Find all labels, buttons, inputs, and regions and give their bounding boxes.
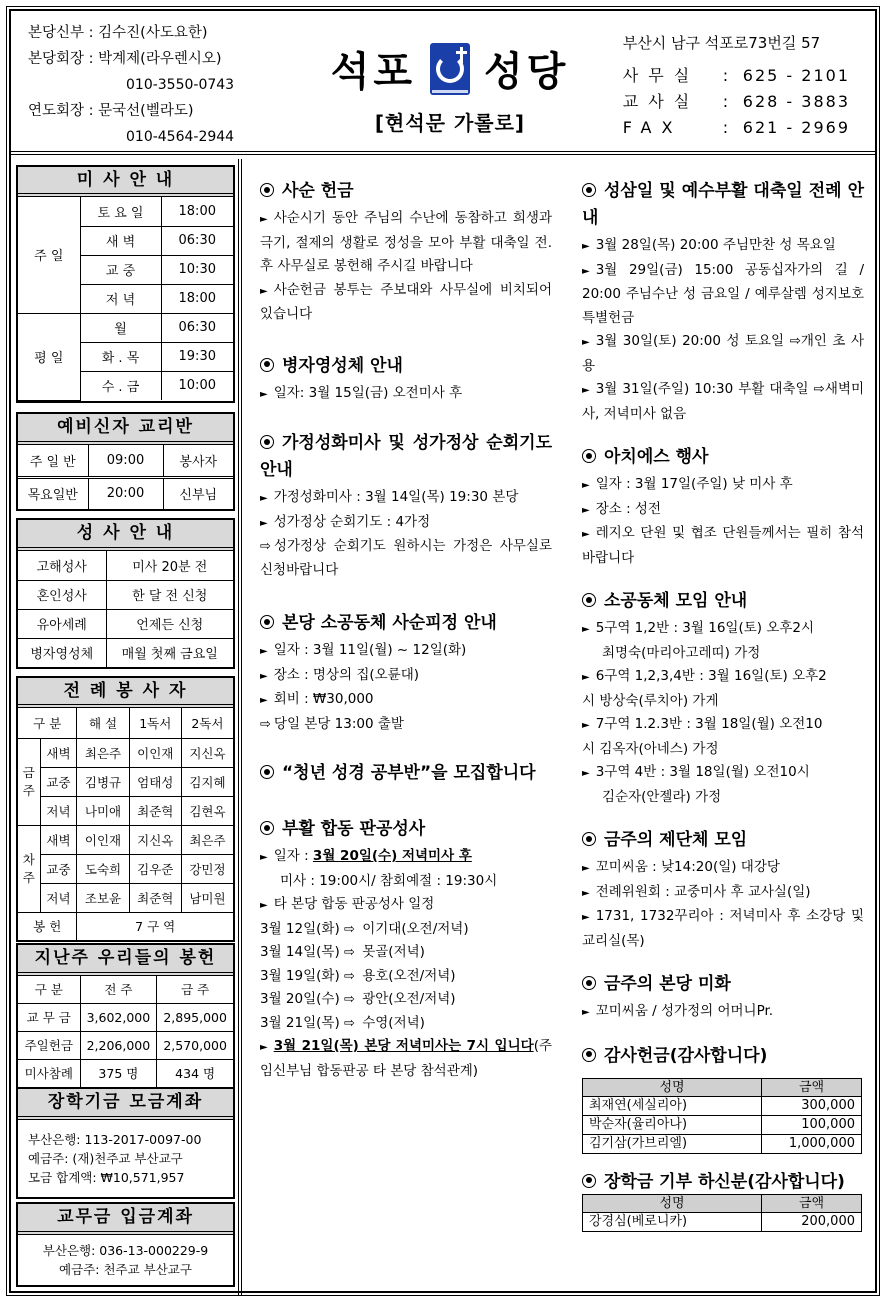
radio-bullet-icon (582, 976, 596, 990)
offering-name: 교 무 금 (18, 1003, 80, 1031)
staff-info (28, 20, 234, 150)
sacrament-info: 매월 첫째 금요일 (106, 638, 233, 667)
section-text: 일자: 3월 15일(금) 오전미사 후 (273, 384, 463, 401)
section-text: 3월 31일(주일) 10:30 부활 대축일 ⇨새벽미사, 저녁미사 없음 (582, 381, 864, 422)
class-name: 주 일 반 (18, 445, 88, 477)
sunday-label: 주 일 (18, 197, 80, 313)
triangle-bullet-icon: ► (582, 912, 590, 923)
account-holder: 예금주: 천주교 부산교구 (59, 1262, 192, 1277)
patron-subtitle: [현석문 가롤로] (374, 111, 526, 135)
dues-account-details (18, 1235, 233, 1285)
contact-fax: FAX : 621 - 2969 (622, 118, 850, 137)
title-left: 석포 (330, 49, 416, 95)
donor-name: 강경심(베로니카) (583, 1212, 762, 1231)
section-text: 5구역 1,2반 : 3월 16일(토) 오후2시 (595, 620, 815, 636)
radio-bullet-icon (260, 435, 274, 449)
offering-header: 금 주 (157, 976, 233, 1003)
reader-2: 지신옥 (181, 738, 233, 767)
mass-name: 교 중 (80, 255, 161, 284)
offering-prev: 375 명 (80, 1059, 157, 1087)
triangle-bullet-icon: ► (582, 768, 590, 779)
this-week-label: 금주 (18, 738, 40, 825)
mass-schedule-title: 미 사 안 내 (18, 167, 233, 197)
dues-account-box (16, 1202, 235, 1287)
contact-office: 사무실 : 625 - 2101 (622, 66, 850, 85)
liturgy-header: 1독서 (129, 708, 181, 738)
church-title-block (320, 40, 580, 136)
triangle-bullet-icon: ► (582, 265, 590, 277)
radio-bullet-icon (582, 1174, 596, 1188)
scholarship-donors-table (582, 1194, 862, 1232)
section-text: 3월 30일(토) 20:00 성 토요일 ⇨개인 초 사용 (582, 333, 864, 374)
commentator: 최은주 (77, 738, 129, 767)
commentator: 나미애 (77, 796, 129, 825)
sacrament-name: 고해성사 (18, 551, 106, 580)
sidebar (10, 159, 242, 1296)
radio-bullet-icon (582, 183, 596, 197)
radio-bullet-icon (260, 765, 274, 779)
offering-name: 미사참례 (18, 1059, 80, 1087)
mass-time: 10:30 (161, 255, 233, 284)
mass-slot: 새벽 (40, 738, 77, 767)
date-value: 3월 20일(수) 저녁미사 후 (312, 848, 472, 864)
section-small-communities (582, 588, 864, 809)
liturgy-ministers-box (16, 676, 235, 942)
offering-prev: 3,602,000 (80, 1003, 157, 1031)
radio-bullet-icon (582, 449, 596, 463)
triangle-bullet-icon: ► (260, 900, 268, 911)
section-text: 사순시기 동안 주님의 수난에 동참하고 희생과 극기, 절제의 생활로 정성을 모아 부활 대축일 전.후 사무실로 봉헌해 주시길 바랍니다 (260, 210, 552, 274)
section-text: 꼬미씨움 : 낮14:20(일) 대강당 (595, 859, 780, 875)
class-name: 목요일반 (18, 477, 88, 509)
sacrament-name: 혼인성사 (18, 580, 106, 609)
contact-teacher-room: 교사실 : 628 - 3883 (622, 92, 850, 111)
offering-curr: 2,570,000 (157, 1031, 233, 1059)
offering-header: 구 분 (18, 976, 80, 1003)
section-text: 일자 : 3월 17일(주일) 낮 미사 후 (595, 476, 793, 492)
section-title: 소공동체 모임 안내 (604, 591, 748, 611)
section-text: 3구역 4반 : 3월 18일(월) 오전10시 (595, 764, 810, 780)
bulletin-header (10, 10, 876, 155)
section-title: 가정성화미사 및 성가정상 순회기도 안내 (260, 433, 552, 480)
section-text: 전례위원회 : 교중미사 후 교사실(일) (595, 883, 811, 900)
section-text: 장소 : 성전 (595, 500, 661, 517)
schedule-row: 3월 14일(목) ⇨ 못골(저녁) (260, 944, 425, 960)
triangle-bullet-icon: ► (260, 670, 268, 682)
bulletin-page (6, 6, 880, 1296)
section-text: 6구역 1,2,3,4반 : 3월 16일(토) 오후2 (595, 668, 827, 684)
offering-header: 전 주 (80, 976, 157, 1003)
section-title: 사순 헌금 (282, 181, 354, 201)
account-holder: 예금주: (재)천주교 부산교구 (28, 1151, 183, 1166)
triangle-bullet-icon: ► (260, 517, 268, 529)
arrow-right-icon: ⇨ (260, 716, 271, 732)
liturgy-header: 구 분 (18, 708, 77, 738)
commentator: 도숙희 (77, 854, 129, 883)
pastor-label: 본당신부 : (28, 25, 99, 41)
section-holy-week (582, 178, 864, 426)
section-family-mass (260, 430, 552, 582)
table-row (583, 1212, 862, 1231)
donor-amount: 100,000 (762, 1115, 862, 1134)
section-title: 감사헌금(감사합니다) (604, 1045, 768, 1066)
mass-time: 06:30 (161, 226, 233, 255)
date-label: 일자 : (273, 848, 313, 864)
section-text: 회비 : ₩30,000 (273, 691, 374, 707)
mass-name: 저 녁 (80, 284, 161, 313)
commentator: 김병규 (77, 767, 129, 796)
section-text: 3월 29일(금) 15:00 공동십자가의 길 / 20:00 주님수난 성 금요일 / 예루살렘 성지보호 특별헌금 (582, 261, 864, 326)
section-title: 부활 합동 판공성사 (282, 819, 426, 839)
table-row (583, 1115, 862, 1134)
section-text: 7구역 1.2.3반 : 3월 18일(월) 오전10 (595, 716, 823, 732)
section-text: 시 방상숙(루치아) 가게 (582, 692, 719, 709)
table-row (583, 1096, 862, 1115)
donor-name: 김기삼(가브리엘) (583, 1134, 762, 1153)
donor-name: 박순자(율리아나) (583, 1115, 762, 1134)
class-time: 09:00 (88, 445, 163, 477)
schedule-row: 3월 12일(화) ⇨ 이기대(오전/저녁) (260, 920, 469, 937)
sacrament-info: 한 달 전 신청 (106, 580, 233, 609)
schedule-row: 3월 19일(화) ⇨ 용호(오전/저녁) (260, 967, 456, 984)
weekly-offerings-box (16, 943, 235, 1089)
reader-1: 엄태성 (129, 767, 181, 796)
liturgy-header: 2독서 (181, 708, 233, 738)
radio-bullet-icon (260, 183, 274, 197)
section-text: 가정성화미사 : 3월 14일(목) 19:30 본당 (273, 489, 519, 505)
president-label: 본당회장 : (28, 51, 99, 67)
reader-1: 최준혁 (129, 883, 181, 912)
mass-schedule-box (16, 165, 235, 403)
reader-1: 김우준 (129, 854, 181, 883)
section-text: 장소 : 명상의 집(오륜대) (273, 666, 420, 683)
radio-bullet-icon (260, 821, 274, 835)
triangle-bullet-icon: ► (582, 241, 590, 252)
donor-amount: 300,000 (762, 1096, 862, 1115)
liturgy-header: 해 설 (77, 708, 129, 738)
triangle-bullet-icon: ► (582, 337, 590, 348)
arrow-right-icon: ⇨ (344, 968, 355, 984)
section-title: 성삼일 및 예수부활 대축일 전례 안내 (582, 181, 864, 228)
triangle-bullet-icon: ► (260, 214, 268, 225)
section-title: 금주의 본당 미화 (604, 974, 731, 994)
sacrament-info: 언제든 신청 (106, 609, 233, 638)
reader-2: 김지혜 (181, 767, 233, 796)
bank-account: 부산은행: 036-13-000229-9 (42, 1243, 209, 1258)
offering-label: 봉 헌 (18, 912, 77, 940)
offering-name: 주일헌금 (18, 1031, 80, 1059)
triangle-bullet-icon: ► (260, 852, 268, 863)
triangle-bullet-icon: ► (260, 1042, 268, 1053)
scholarship-account-title: 장학기금 모금계좌 (18, 1089, 233, 1120)
section-text: 성가정상 순회기도 원하시는 가정은 사무실로 신청바랍니다 (260, 538, 552, 578)
column-header-name: 성명 (583, 1194, 762, 1212)
section-sick-communion (260, 353, 552, 407)
mass-name: 월 (80, 313, 161, 342)
arrow-right-icon: ⇨ (344, 992, 355, 1007)
mass-times: 미사 : 19:00시/ 참회예절 : 19:30시 (280, 872, 498, 889)
section-thanks-offering (582, 1043, 864, 1154)
triangle-bullet-icon: ► (582, 480, 590, 491)
mass-time: 18:00 (161, 284, 233, 313)
section-text: 김순자(안젤라) 가정 (602, 788, 722, 805)
triangle-bullet-icon: ► (582, 672, 590, 683)
triangle-bullet-icon: ► (582, 624, 590, 635)
column-header-amount: 금액 (762, 1194, 862, 1212)
reader-2: 김현옥 (181, 796, 233, 825)
commentator: 조보윤 (77, 883, 129, 912)
offering-prev: 2,206,000 (80, 1031, 157, 1059)
youth-label: 연도회장 : (28, 103, 99, 119)
section-text: 타 본당 합동 판공성사 일정 (273, 896, 435, 912)
section-title: 장학금 기부 하신분(감사합니다) (604, 1171, 845, 1192)
column-header-amount: 금액 (762, 1078, 862, 1096)
radio-bullet-icon (260, 615, 274, 629)
mass-name: 새 벽 (80, 226, 161, 255)
next-week-label: 차주 (18, 825, 40, 912)
triangle-bullet-icon: ► (582, 863, 590, 874)
mass-slot: 저녁 (40, 796, 77, 825)
class-teacher: 신부님 (163, 477, 233, 509)
section-lent-offering (260, 178, 552, 327)
section-text: 시 김옥자(아네스) 가정 (582, 740, 719, 757)
arrow-right-icon: ⇨ (260, 539, 271, 554)
radio-bullet-icon (582, 1048, 596, 1062)
section-scholarship-donors (582, 1172, 864, 1232)
mass-slot: 교중 (40, 767, 77, 796)
right-column (582, 178, 864, 1250)
mass-time: 06:30 (161, 313, 233, 342)
section-penance (260, 816, 552, 1083)
thanks-offering-table (582, 1078, 862, 1154)
section-groups (582, 827, 864, 953)
mass-time: 19:30 (161, 342, 233, 371)
reader-2: 남미원 (181, 883, 233, 912)
reader-2: 강민정 (181, 854, 233, 883)
triangle-bullet-icon: ► (582, 887, 590, 899)
section-title: 금주의 제단체 모임 (604, 830, 748, 850)
donor-amount: 200,000 (762, 1212, 862, 1231)
triangle-bullet-icon: ► (582, 385, 590, 396)
mass-slot: 새벽 (40, 825, 77, 854)
triangle-bullet-icon: ► (260, 493, 268, 504)
section-text: 사순헌금 봉투는 주보대와 사무실에 비치되어 있습니다 (260, 281, 552, 322)
catechumen-box (16, 412, 235, 511)
class-time: 20:00 (88, 477, 163, 509)
class-teacher: 봉사자 (163, 445, 233, 477)
table-row (583, 1134, 862, 1153)
sacrament-name: 유아세례 (18, 609, 106, 638)
catechumen-title: 예비신자 교리반 (18, 414, 233, 445)
mass-name: 토 요 일 (80, 197, 161, 226)
reader-2: 최은주 (181, 825, 233, 854)
liturgy-title: 전 례 봉 사 자 (18, 678, 233, 708)
reader-1: 이인재 (129, 738, 181, 767)
middle-column (260, 178, 552, 1101)
radio-bullet-icon (582, 832, 596, 846)
offering-curr: 434 명 (157, 1059, 233, 1087)
offering-district: 7 구 역 (77, 912, 233, 940)
section-title: 본당 소공동체 사순피정 안내 (282, 613, 497, 633)
section-retreat (260, 610, 552, 736)
offering-curr: 2,895,000 (157, 1003, 233, 1031)
triangle-bullet-icon: ► (582, 720, 590, 731)
column-header-name: 성명 (583, 1078, 762, 1096)
scholarship-account-box (16, 1087, 235, 1199)
catholic-church-logo-icon (430, 43, 470, 95)
notice-bold: 3월 21일(목) 본당 저녁미사는 7시 입니다 (273, 1038, 534, 1054)
section-text: 일자 : 3월 11일(월) ~ 12일(화) (273, 642, 467, 658)
dues-account-title: 교무금 입금계좌 (18, 1204, 233, 1235)
triangle-bullet-icon: ► (260, 646, 268, 657)
arrow-right-icon: ⇨ (344, 1015, 355, 1031)
notice-rest: (주임신부님 합동판공 타 본당 참석관계) (260, 1038, 552, 1079)
section-text: 레지오 단원 및 협조 단원들께서는 필히 참석바랍니다 (582, 525, 864, 566)
mass-slot: 저녁 (40, 883, 77, 912)
mass-time: 10:00 (161, 371, 233, 400)
church-address: 부산시 남구 석포로73번길 57 (622, 34, 821, 52)
section-text: 3월 28일(목) 20:00 주님만찬 성 목요일 (595, 237, 836, 253)
youth-phone: 010-4564-2944 (126, 129, 235, 145)
section-title: “청년 성경 공부반”을 모집합니다 (282, 763, 536, 783)
section-text: 꼬미씨움 / 성가정의 어머니Pr. (595, 1003, 774, 1019)
section-title: 병자영성체 안내 (282, 355, 403, 376)
triangle-bullet-icon: ► (260, 285, 268, 297)
section-youth-bible (260, 758, 552, 788)
reader-1: 지신옥 (129, 825, 181, 854)
weekly-offerings-title: 지난주 우리들의 봉헌 (18, 945, 233, 976)
commentator: 이인재 (77, 825, 129, 854)
mass-slot: 교중 (40, 854, 77, 883)
triangle-bullet-icon: ► (582, 504, 590, 516)
section-text: 최명숙(마리아고레띠) 가정 (602, 644, 761, 661)
mass-name: 수 . 금 (80, 371, 161, 400)
bank-account: 부산은행: 113-2017-0097-00 (28, 1132, 202, 1147)
president-phone: 010-3550-0743 (126, 77, 235, 93)
reader-1: 최준혁 (129, 796, 181, 825)
section-flowers (582, 971, 864, 1025)
radio-bullet-icon (260, 358, 274, 372)
section-text: 1731, 1732꾸리아 : 저녁미사 후 소강당 및 교리실(목) (582, 908, 864, 949)
arrow-right-icon: ⇨ (344, 921, 355, 937)
contact-info (623, 32, 850, 141)
mass-time: 18:00 (161, 197, 233, 226)
triangle-bullet-icon: ► (260, 695, 268, 706)
schedule-row: 3월 21일(목) ⇨ 수영(저녁) (260, 1014, 425, 1031)
schedule-row: 3월 20일(수) ⇨ 광안(오전/저녁) (260, 991, 456, 1007)
sacrament-name: 병자영성체 (18, 638, 106, 667)
triangle-bullet-icon: ► (582, 529, 590, 540)
triangle-bullet-icon: ► (260, 388, 268, 400)
president-name: 박계제(라우렌시오) (98, 51, 222, 67)
mass-name: 화 . 목 (80, 342, 161, 371)
scholarship-account-details (18, 1120, 233, 1197)
sacraments-title: 성 사 안 내 (18, 520, 233, 551)
radio-bullet-icon (582, 593, 596, 607)
sacrament-info: 미사 20분 전 (106, 551, 233, 580)
section-acies (582, 444, 864, 570)
triangle-bullet-icon: ► (582, 1007, 590, 1018)
donor-name: 최재연(세실리아) (583, 1096, 762, 1115)
donor-amount: 1,000,000 (762, 1134, 862, 1153)
total-raised: 모금 합계액: ₩10,571,957 (28, 1170, 185, 1185)
section-title: 아치에스 행사 (604, 447, 709, 467)
section-text: 당일 본당 13:00 출발 (273, 715, 404, 732)
title-right: 성당 (484, 49, 570, 95)
youth-name: 문국선(벨라도) (98, 103, 194, 119)
sacraments-box (16, 518, 235, 669)
pastor-name: 김수진(사도요한) (98, 25, 208, 41)
weekday-label: 평 일 (18, 313, 80, 400)
arrow-right-icon: ⇨ (344, 945, 355, 960)
section-text: 성가정상 순회기도 : 4가정 (273, 513, 431, 530)
